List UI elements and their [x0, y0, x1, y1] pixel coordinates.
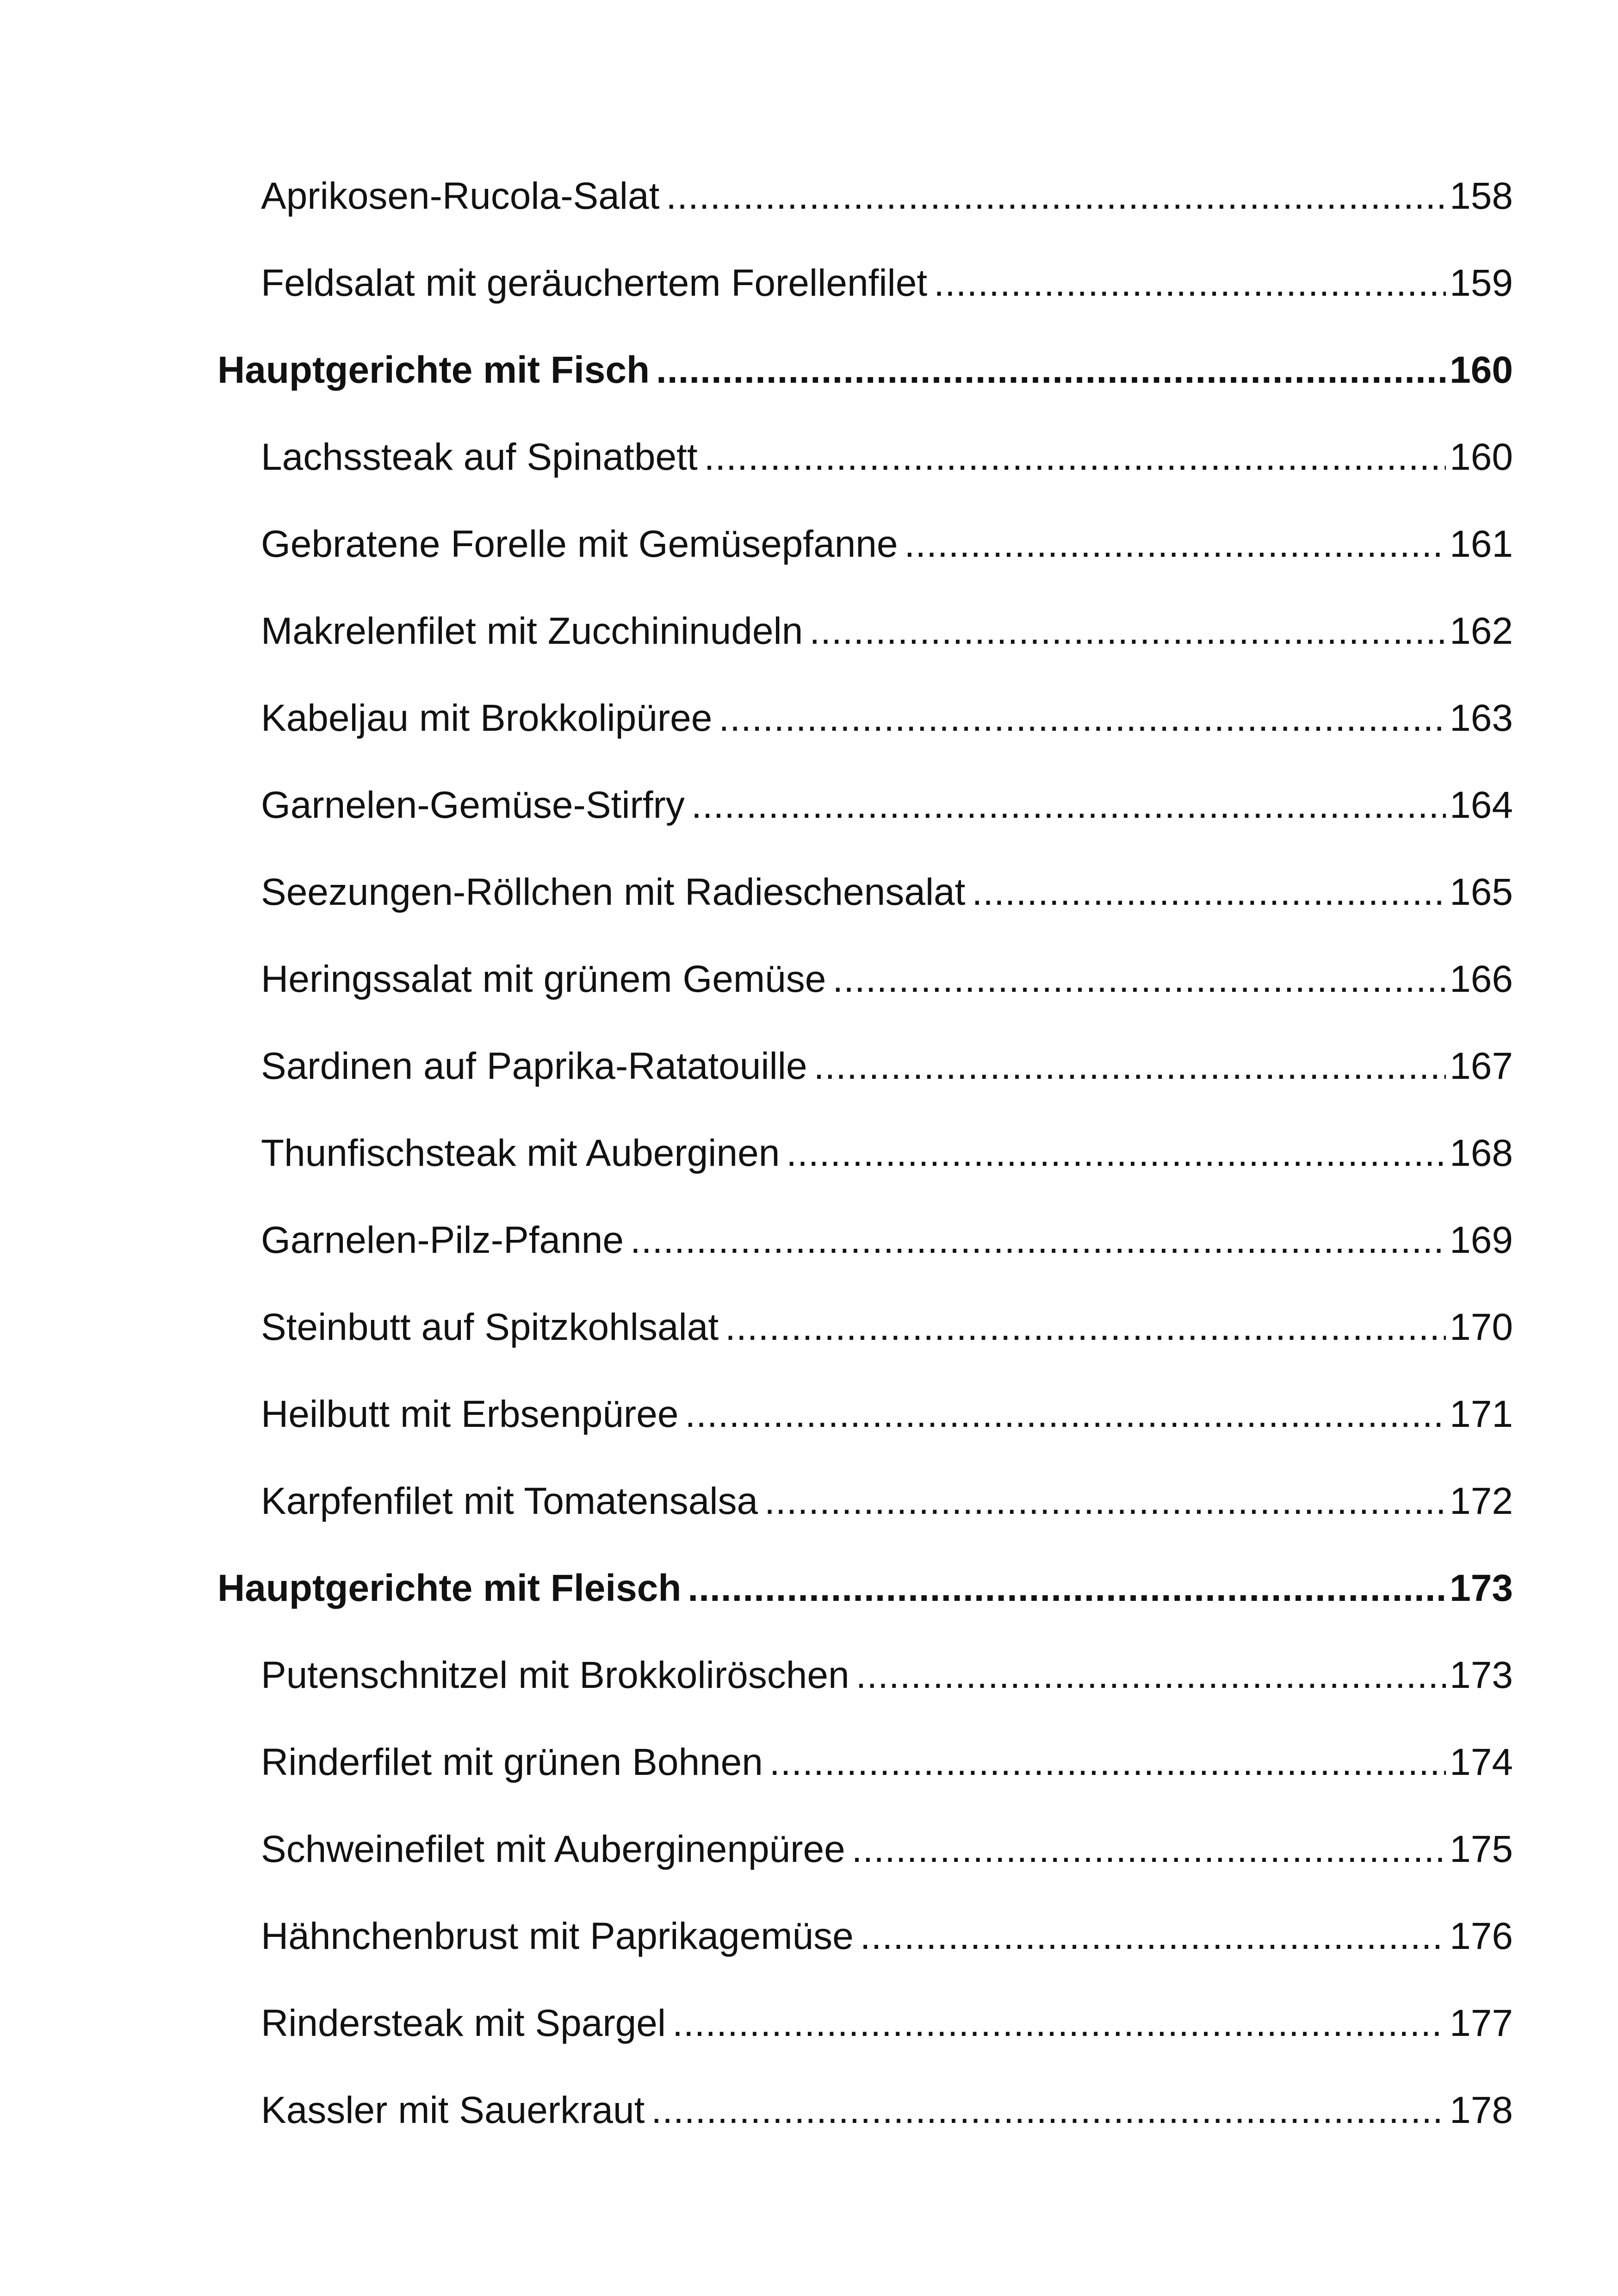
toc-page-number: 165 — [1450, 871, 1513, 913]
toc-entry — [217, 588, 1513, 675]
toc-entry — [217, 1632, 1513, 1719]
toc-entry — [217, 1893, 1513, 1980]
toc-page-number: 158 — [1450, 175, 1513, 217]
toc-page-number: 169 — [1450, 1219, 1513, 1261]
toc-section-heading — [217, 327, 1513, 414]
table-of-contents — [217, 153, 1513, 2154]
toc-entry-title: Putenschnitzel mit Brokkoliröschen — [261, 1654, 849, 1696]
toc-page-number: 171 — [1450, 1393, 1513, 1435]
toc-entry — [217, 240, 1513, 327]
toc-entry-title: Hauptgerichte mit Fleisch — [217, 1567, 682, 1609]
toc-entry-title: Garnelen-Pilz-Pfanne — [261, 1219, 624, 1261]
toc-entry — [217, 414, 1513, 501]
toc-entry-title: Lachssteak auf Spinatbett — [261, 436, 698, 478]
toc-page-number: 159 — [1450, 262, 1513, 304]
toc-entry-title: Makrelenfilet mit Zucchininudeln — [261, 610, 803, 652]
toc-entry — [217, 1719, 1513, 1806]
toc-entry — [217, 762, 1513, 849]
toc-page-number: 177 — [1450, 2002, 1513, 2044]
toc-entry — [217, 849, 1513, 936]
toc-entry — [217, 1110, 1513, 1197]
toc-entry — [217, 1806, 1513, 1893]
toc-entry-title: Feldsalat mit geräuchertem Forellenfilet — [261, 262, 928, 304]
dot-leader — [764, 1458, 1446, 1545]
dot-leader — [704, 414, 1446, 501]
toc-entry — [217, 1980, 1513, 2067]
toc-entry-title: Schweinefilet mit Auberginenpüree — [261, 1828, 845, 1870]
toc-entry-title: Heringssalat mit grünem Gemüse — [261, 958, 826, 1000]
toc-page-number: 167 — [1450, 1045, 1513, 1087]
dot-leader — [814, 1023, 1446, 1110]
toc-page-number: 160 — [1450, 436, 1513, 478]
dot-leader — [725, 1284, 1446, 1371]
dot-leader — [769, 1719, 1446, 1806]
toc-entry-title: Thunfischsteak mit Auberginen — [261, 1132, 780, 1174]
toc-entry — [217, 1458, 1513, 1545]
toc-page-number: 172 — [1450, 1480, 1513, 1522]
dot-leader — [719, 675, 1446, 762]
toc-entry — [217, 1371, 1513, 1458]
toc-page-number: 160 — [1450, 349, 1513, 391]
toc-entry-title: Rindersteak mit Spargel — [261, 2002, 666, 2044]
toc-entry-title: Garnelen-Gemüse-Stirfry — [261, 784, 685, 826]
toc-entry — [217, 1284, 1513, 1371]
toc-entry-title: Seezungen-Röllchen mit Radieschensalat — [261, 871, 966, 913]
toc-page-number: 178 — [1450, 2089, 1513, 2131]
toc-page-number: 173 — [1450, 1654, 1513, 1696]
toc-entry-title: Gebratene Forelle mit Gemüsepfanne — [261, 523, 898, 565]
toc-entry-title: Rinderfilet mit grünen Bohnen — [261, 1741, 763, 1783]
toc-page-number: 170 — [1450, 1306, 1513, 1348]
toc-entry — [217, 501, 1513, 588]
toc-entry-title: Hauptgerichte mit Fisch — [217, 349, 650, 391]
toc-page-number: 166 — [1450, 958, 1513, 1000]
toc-entry-title: Hähnchenbrust mit Paprikagemüse — [261, 1915, 854, 1957]
toc-page-number: 174 — [1450, 1741, 1513, 1783]
toc-page-number: 175 — [1450, 1828, 1513, 1870]
dot-leader — [685, 1371, 1446, 1458]
dot-leader — [852, 1806, 1446, 1893]
toc-page-number: 162 — [1450, 610, 1513, 652]
toc-entry — [217, 153, 1513, 240]
dot-leader — [651, 2067, 1446, 2154]
dot-leader — [672, 1980, 1446, 2067]
toc-entry — [217, 936, 1513, 1023]
dot-leader — [860, 1893, 1446, 1980]
dot-leader — [691, 762, 1446, 849]
toc-entry — [217, 675, 1513, 762]
dot-leader — [809, 588, 1446, 675]
dot-leader — [856, 1632, 1446, 1719]
dot-leader — [786, 1110, 1446, 1197]
toc-entry-title: Kabeljau mit Brokkolipüree — [261, 697, 713, 739]
toc-entry — [217, 1023, 1513, 1110]
toc-entry-title: Heilbutt mit Erbsenpüree — [261, 1393, 679, 1435]
dot-leader — [688, 1545, 1446, 1632]
toc-entry-title: Sardinen auf Paprika-Ratatouille — [261, 1045, 807, 1087]
toc-section-heading — [217, 1545, 1513, 1632]
dot-leader — [934, 240, 1446, 327]
toc-page-number: 161 — [1450, 523, 1513, 565]
dot-leader — [630, 1197, 1446, 1284]
toc-entry — [217, 1197, 1513, 1284]
toc-page-number: 176 — [1450, 1915, 1513, 1957]
dot-leader — [905, 501, 1446, 588]
toc-page-number: 173 — [1450, 1567, 1513, 1609]
dot-leader — [832, 936, 1446, 1023]
toc-entry-title: Aprikosen-Rucola-Salat — [261, 175, 660, 217]
toc-page-number: 163 — [1450, 697, 1513, 739]
toc-entry-title: Kassler mit Sauerkraut — [261, 2089, 645, 2131]
toc-page-number: 164 — [1450, 784, 1513, 826]
toc-entry-title: Steinbutt auf Spitzkohlsalat — [261, 1306, 719, 1348]
toc-entry — [217, 2067, 1513, 2154]
dot-leader — [666, 153, 1446, 240]
toc-page-number: 168 — [1450, 1132, 1513, 1174]
dot-leader — [972, 849, 1446, 936]
toc-entry-title: Karpfenfilet mit Tomatensalsa — [261, 1480, 758, 1522]
dot-leader — [656, 327, 1446, 414]
